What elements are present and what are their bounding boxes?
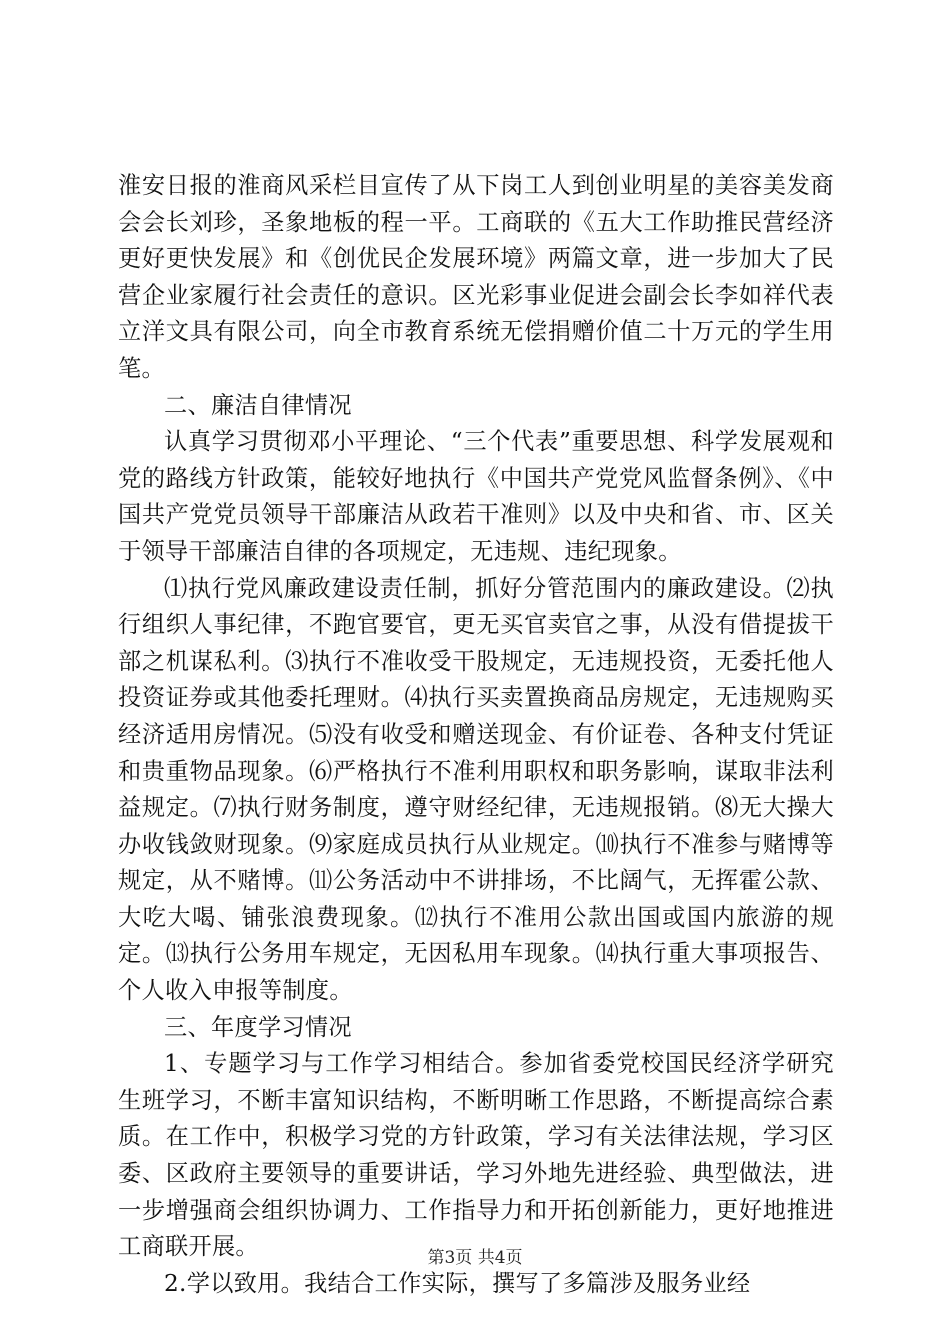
paragraph-integrity-items: ⑴执行党风廉政建设责任制，抓好分管范围内的廉政建设。⑵执行组织人事纪律，不跑官要官，更无买官卖官之事，从没有借提拔干部之机谋私利。⑶执行不准收受干股规定，无违规投资，无委托他人投资证券或其他委托理财。⑷执行买卖置换商品房规定，无违规购买经济适用房情况。⑸没有收受和赠送现金、有价证卷、各种支付凭证和贵重物品现象。⑹严格执行不准利用职权和职务影响，谋取非法利益规定。⑺执行财务制度，遵守财经纪律，无违规报销。⑻无大操大办收钱敛财现象。⑼家庭成员执行从业规定。⑽执行不准参与赌博等规定，从不赌博。⑾公务活动中不讲排场，不比阔气，无挥霍公款、大吃大喝、铺张浪费现象。⑿执行不准用公款出国或国内旅游的规定。⒀执行公务用车规定，无因私用车现象。⒁执行重大事项报告、个人收入申报等制度。 <box>118 574 834 1005</box>
paragraph-integrity-study: 认真学习贯彻邓小平理论、“三个代表”重要思想、科学发展观和党的路线方针政策，能较好地执行《中国共产党党风监督条例》、《中国共产党党员领导干部廉洁从政若干准则》以及中央和省、市、区关于领导干部廉洁自律的各项规定，无违规、违纪现象。 <box>118 428 834 565</box>
page-number-label: 第3页 共4页 <box>427 1248 523 1268</box>
paragraph-publicity: 淮安日报的淮商风采栏目宣传了从下岗工人到创业明星的美容美发商会会长刘珍，圣象地板的程一平。工商联的《五大工作助推民营经济更好更快发展》和《创优民企发展环境》两篇文章，进一步加大了民营企业家履行社会责任的意识。区光彩事业促进会副会长李如祥代表立洋文具有限公司，向全市教育系统无偿捐赠价值二十万元的学生用笔。 <box>118 172 834 382</box>
page-footer <box>0 1243 950 1268</box>
section-heading-integrity: 二、廉洁自律情况 <box>164 391 352 419</box>
section-heading-learning: 三、年度学习情况 <box>164 1013 352 1041</box>
paragraph-learning-1: 1、专题学习与工作学习相结合。参加省委党校国民经济学研究生班学习，不断丰富知识结构，不断明晰工作思路，不断提高综合素质。在工作中，积极学习党的方针政策，学习有关法律法规，学习区委、区政府主要领导的重要讲话，学习外地先进经验、典型做法，进一步增强商会组织协调力、工作指导力和开拓创新能力，更好地推进工商联开展。 <box>118 1050 834 1261</box>
paragraph-learning-2: 2.学以致用。我结合工作实际，撰写了多篇涉及服务业经 <box>164 1269 751 1297</box>
document-body <box>118 168 834 1302</box>
